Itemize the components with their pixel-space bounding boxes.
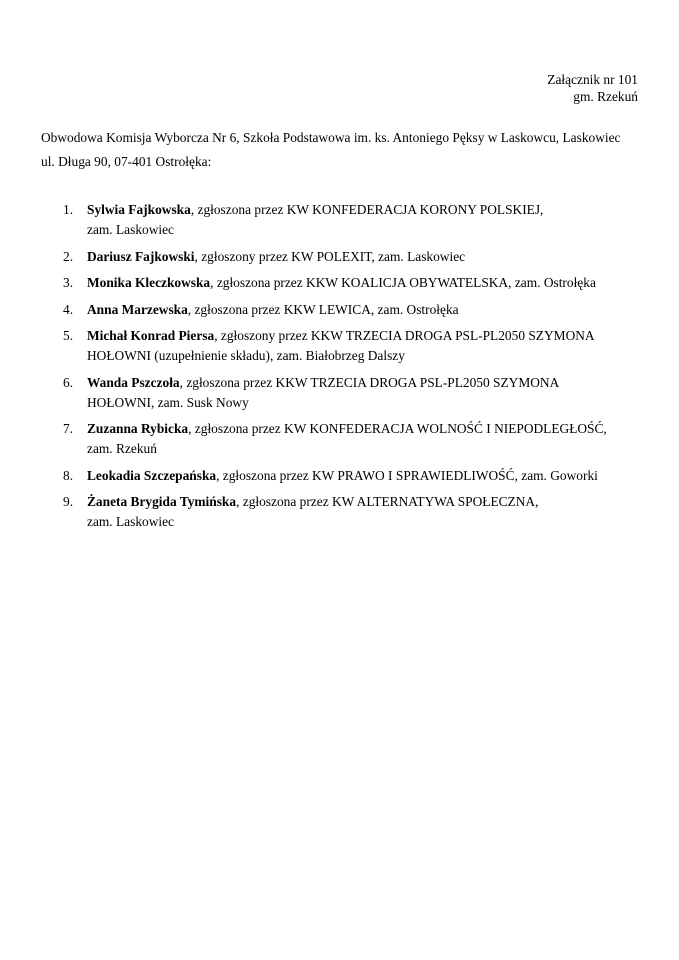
list-item-number: 3. [63,275,74,290]
member-details: , zgłoszona przez KW KONFEDERACJA WOLNOŚĆ I NIEPODLEGŁOŚĆ, [188,421,607,436]
list-item-number: 5. [63,328,74,343]
member-name: Leokadia Szczepańska [87,467,217,483]
member-name: Monika Kleczkowska [87,275,211,290]
list-item [41,492,641,532]
member-details-continuation: zam. Laskowiec [87,222,174,237]
member-details: , zgłoszona przez KKW TRZECIA DROGA PSL-PL2050 SZYMONA [179,374,560,390]
commission-name: Obwodowa Komisja Wyborcza Nr 6, Szkoła Podstawowa im. ks. Antoniego Pęksy w Laskowcu, Laskowiec [41,130,621,145]
list-item-number: 2. [63,248,74,264]
member-name: Zuzanna Rybicka [87,421,189,436]
list-item [41,326,641,366]
member-details: , zgłoszona przez KKW LEWICA, zam. Ostrołęka [187,301,459,317]
list-item [41,466,641,486]
list-item [41,200,641,240]
commission-address [41,126,641,174]
member-details-continuation: zam. Rzekuń [87,441,157,456]
list-item-number: 8. [63,467,74,483]
list-item [41,247,641,267]
member-name: Sylwia Fajkowska [87,202,191,217]
member-details-continuation: HOŁOWNI, zam. Susk Nowy [87,394,249,410]
list-item-number: 4. [63,301,74,317]
list-item [41,373,641,413]
list-item-number: 6. [63,374,74,390]
member-details-continuation: HOŁOWNI (uzupełnienie składu), zam. Białobrzeg Dalszy [87,348,405,363]
member-details: , zgłoszona przez KW KONFEDERACJA KORONY POLSKIEJ, [190,202,544,217]
member-details: , zgłoszona przez KKW KOALICJA OBYWATELSKA, zam. Ostrołęka [210,275,596,290]
list-item [41,300,641,320]
member-name: Żaneta Brygida Tymińska [87,494,237,509]
list-item-number: 9. [63,494,74,509]
attachment-number: Załącznik nr 101 [547,72,638,87]
member-details: , zgłoszona przez KW ALTERNATYWA SPOŁECZNA, [236,494,539,509]
member-details: , zgłoszona przez KW PRAWO I SPRAWIEDLIWOŚĆ, zam. Goworki [216,467,598,483]
attachment-municipality: gm. Rzekuń [573,89,638,104]
member-details-continuation: zam. Laskowiec [87,514,174,529]
member-details: , zgłoszony przez KW POLEXIT, zam. Laskowiec [194,248,466,264]
member-name: Dariusz Fajkowski [87,248,195,264]
list-item-number: 1. [63,202,74,217]
commission-street: ul. Długa 90, 07-401 Ostrołęka: [41,154,212,169]
list-item [41,419,641,459]
members-list [41,200,641,539]
member-name: Anna Marzewska [87,301,188,317]
member-name: Michał Konrad Piersa [87,328,215,343]
list-item-number: 7. [63,421,74,436]
list-item [41,273,641,293]
member-name: Wanda Pszczoła [87,374,180,390]
attachment-header [547,71,638,105]
member-details: , zgłoszony przez KKW TRZECIA DROGA PSL-PL2050 SZYMONA [214,328,595,343]
